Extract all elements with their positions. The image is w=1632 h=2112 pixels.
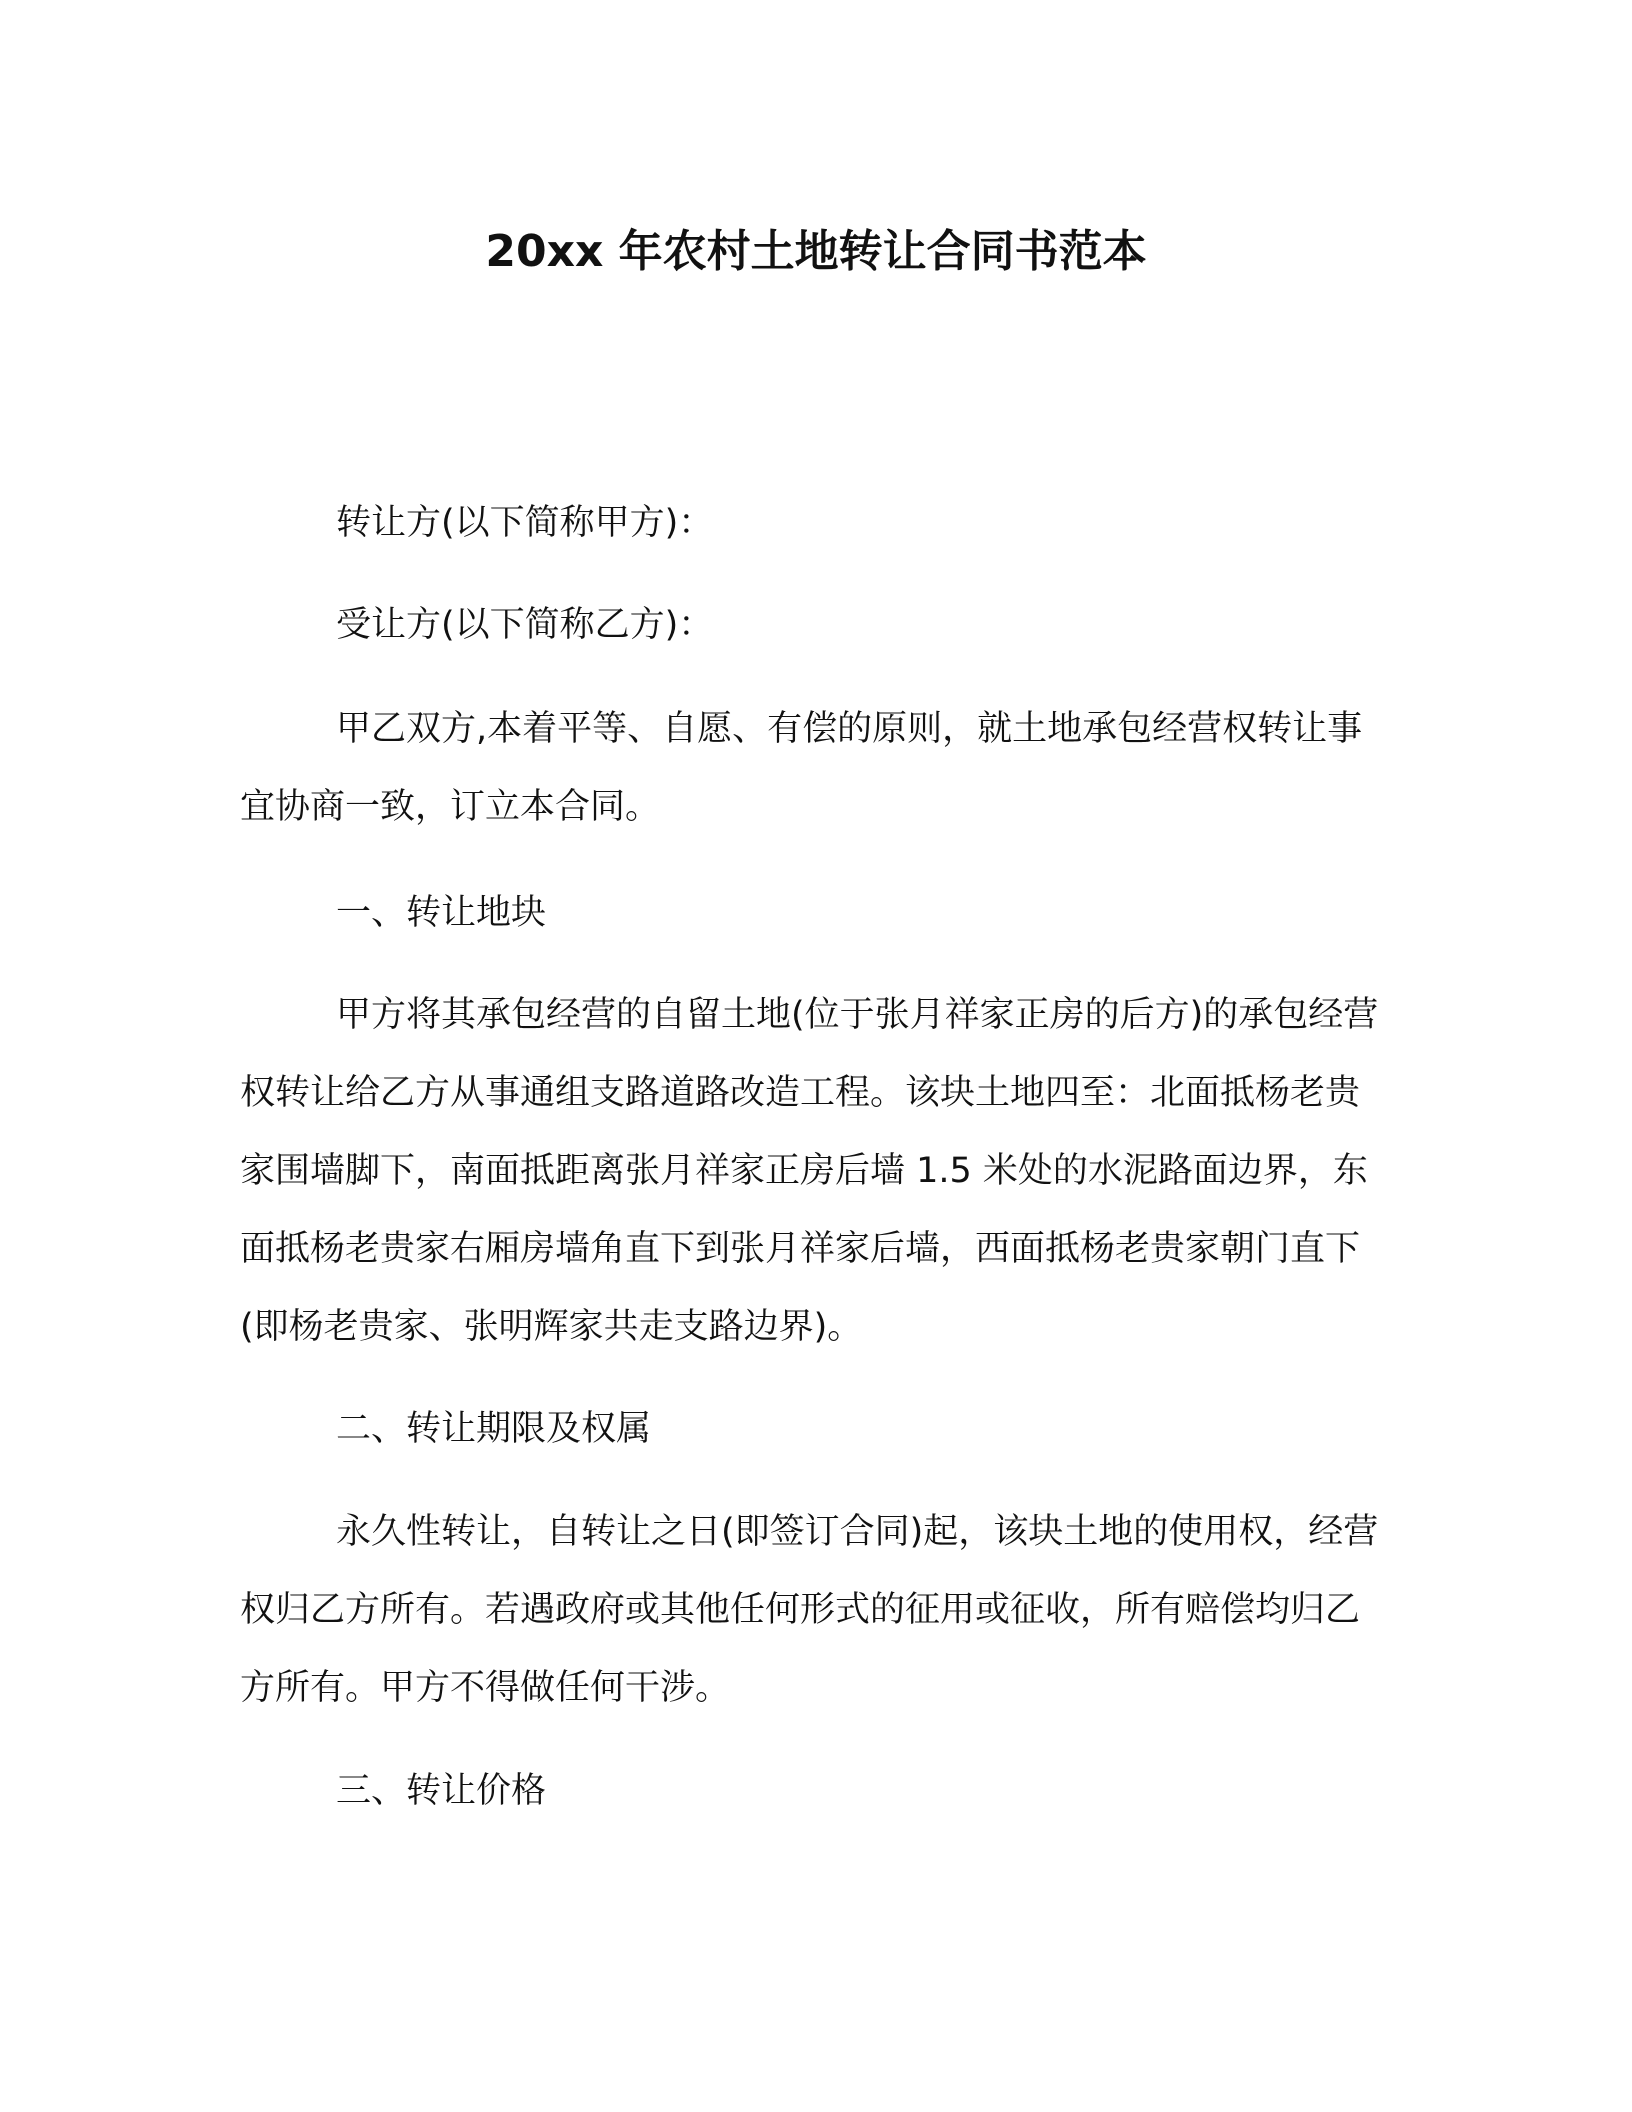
document-title: 20xx 年农村土地转让合同书范本 — [485, 226, 1147, 277]
section-heading-transfer-plot: 一、转让地块 — [336, 893, 547, 933]
section-body-term-ownership: 永久性转让，自转让之日(即签订合同)起，该块土地的使用权，经营权归乙方所有。若遇政府或其他任何形式的征用或征收，所有赔偿均归乙方所有。甲方不得做任何干涉。 — [240, 1512, 1379, 1708]
intro-paragraph: 甲乙双方,本着平等、自愿、有偿的原则，就土地承包经营权转让事宜协商一致，订立本合同。 — [240, 709, 1363, 827]
party-a-line: 转让方(以下简称甲方)： — [336, 503, 714, 543]
section-heading-term-ownership: 二、转让期限及权属 — [336, 1409, 652, 1449]
section-heading-transfer-price: 三、转让价格 — [336, 1771, 547, 1811]
section-body-transfer-plot: 甲方将其承包经营的自留土地(位于张月祥家正房的后方)的承包经营权转让给乙方从事通组支路道路改造工程。该块土地四至：北面抵杨老贵家围墙脚下，南面抵距离张月祥家正房后墙 1.5 米处的水泥路面边界，东面抵杨老贵家右厢房墙角直下到张月祥家后墙，西面抵杨老贵家朝门直下(即杨老贵家、张明辉家共走支路边界)。 — [240, 995, 1379, 1347]
party-b-line: 受让方(以下简称乙方)： — [336, 605, 714, 645]
